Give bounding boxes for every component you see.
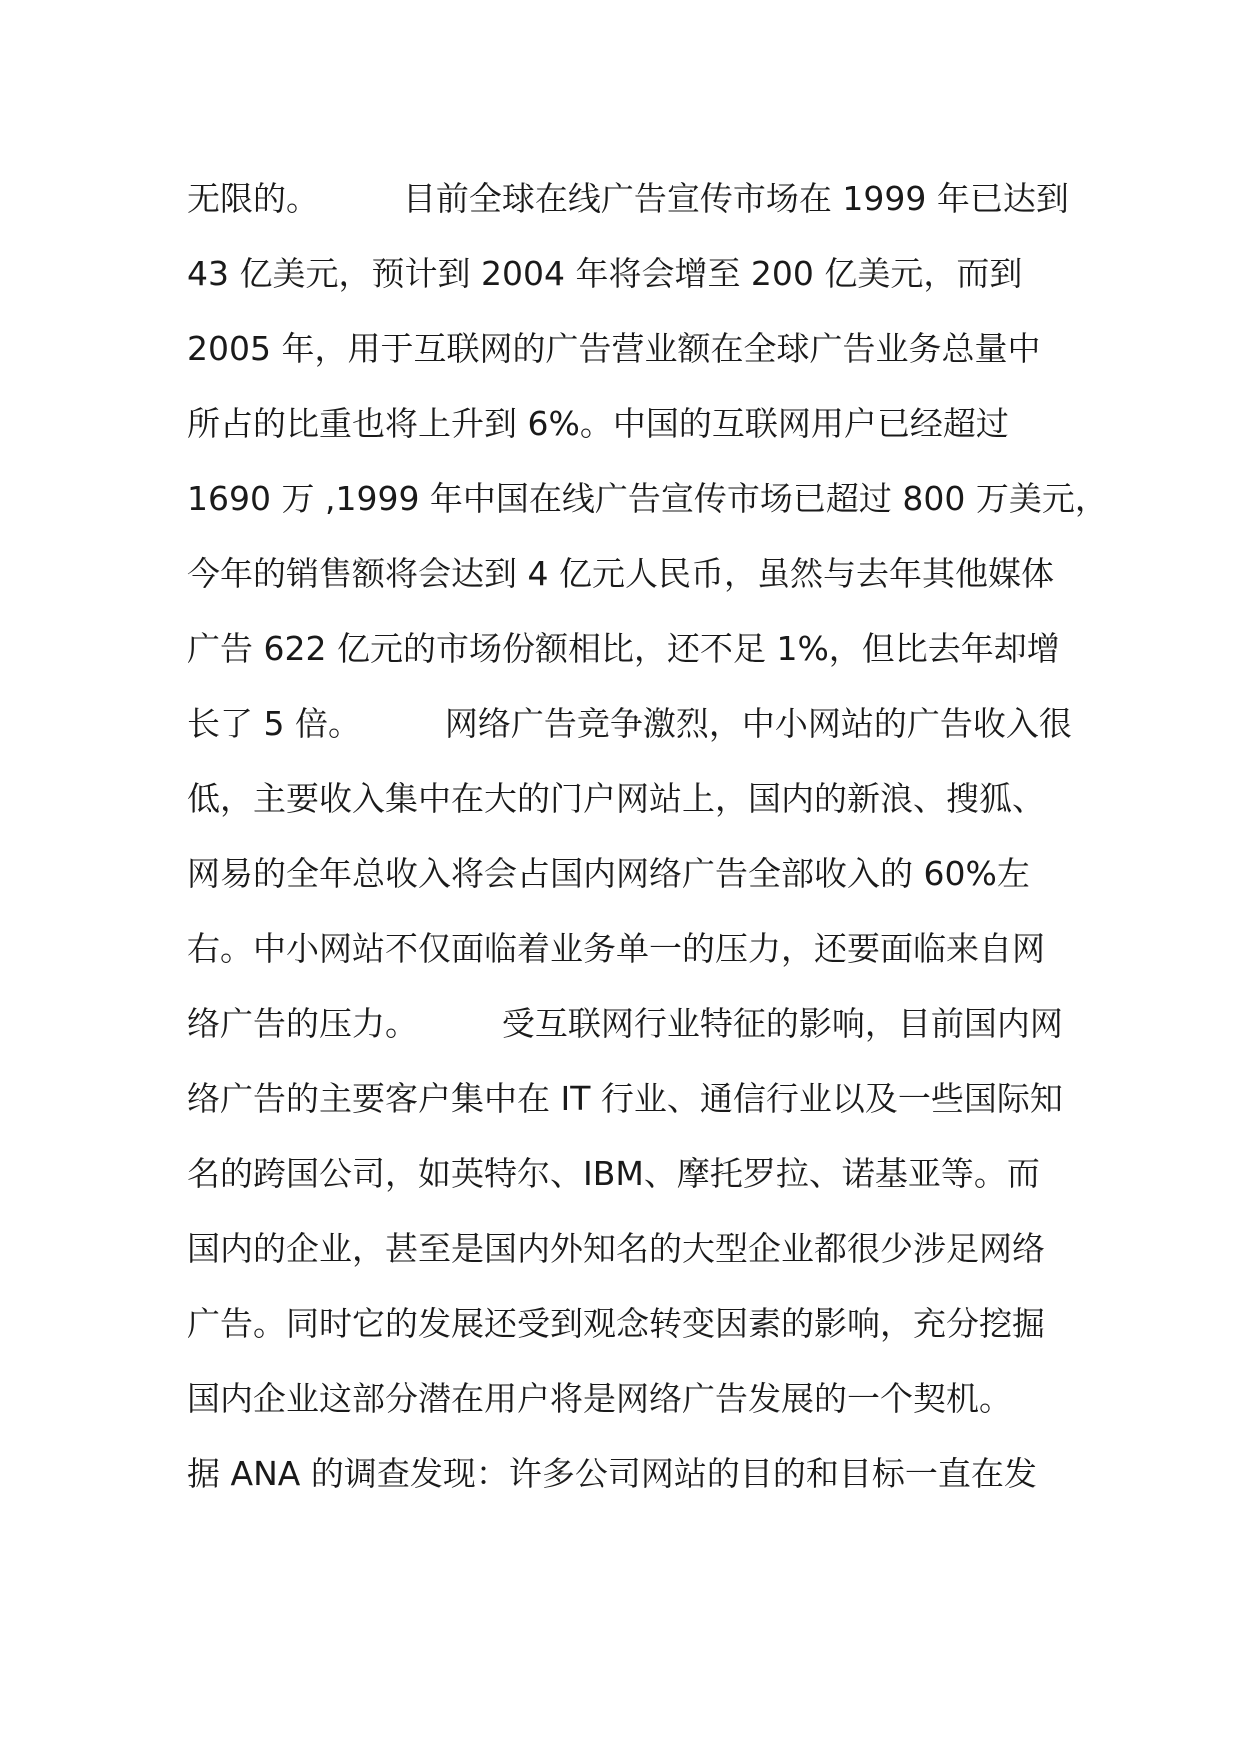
- text-line: 广告。同时它的发展还受到观念转变因素的影响，充分挖掘: [187, 1304, 1045, 1343]
- text-line: 络广告的压力。 受互联网行业特征的影响，目前国内网: [187, 1004, 1063, 1043]
- text-line: 长了 5 倍。 网络广告竞争激烈，中小网站的广告收入很: [187, 704, 1072, 743]
- text-line: 名的跨国公司，如英特尔、IBM、摩托罗拉、诺基亚等。而: [187, 1154, 1040, 1193]
- text-line: 所占的比重也将上升到 6%。中国的互联网用户已经超过: [187, 404, 1009, 443]
- text-line: 2005 年，用于互联网的广告营业额在全球广告业务总量中: [187, 329, 1041, 368]
- text-line: 据 ANA 的调查发现：许多公司网站的目的和目标一直在发: [187, 1454, 1037, 1493]
- text-line: 络广告的主要客户集中在 IT 行业、通信行业以及一些国际知: [187, 1079, 1063, 1118]
- text-line: 43 亿美元，预计到 2004 年将会增至 200 亿美元，而到: [187, 254, 1023, 293]
- text-line: 广告 622 亿元的市场份额相比，还不足 1%，但比去年却增: [187, 629, 1060, 668]
- text-line: 右。中小网站不仅面临着业务单一的压力，还要面临来自网: [187, 929, 1045, 968]
- text-line: 无限的。 目前全球在线广告宣传市场在 1999 年已达到: [187, 179, 1069, 218]
- text-line: 国内的企业，甚至是国内外知名的大型企业都很少涉足网络: [187, 1229, 1045, 1268]
- text-line: 网易的全年总收入将会占国内网络广告全部收入的 60%左: [187, 854, 1030, 893]
- text-line: 国内企业这部分潜在用户将是网络广告发展的一个契机。: [187, 1379, 1012, 1418]
- text-line: 1690 万 ,1999 年中国在线广告宣传市场已超过 800 万美元，: [187, 479, 1108, 518]
- text-line: 低，主要收入集中在大的门户网站上，国内的新浪、搜狐、: [187, 779, 1045, 818]
- text-line: 今年的销售额将会达到 4 亿元人民币，虽然与去年其他媒体: [187, 554, 1054, 593]
- body-text: [187, 161, 1108, 1511]
